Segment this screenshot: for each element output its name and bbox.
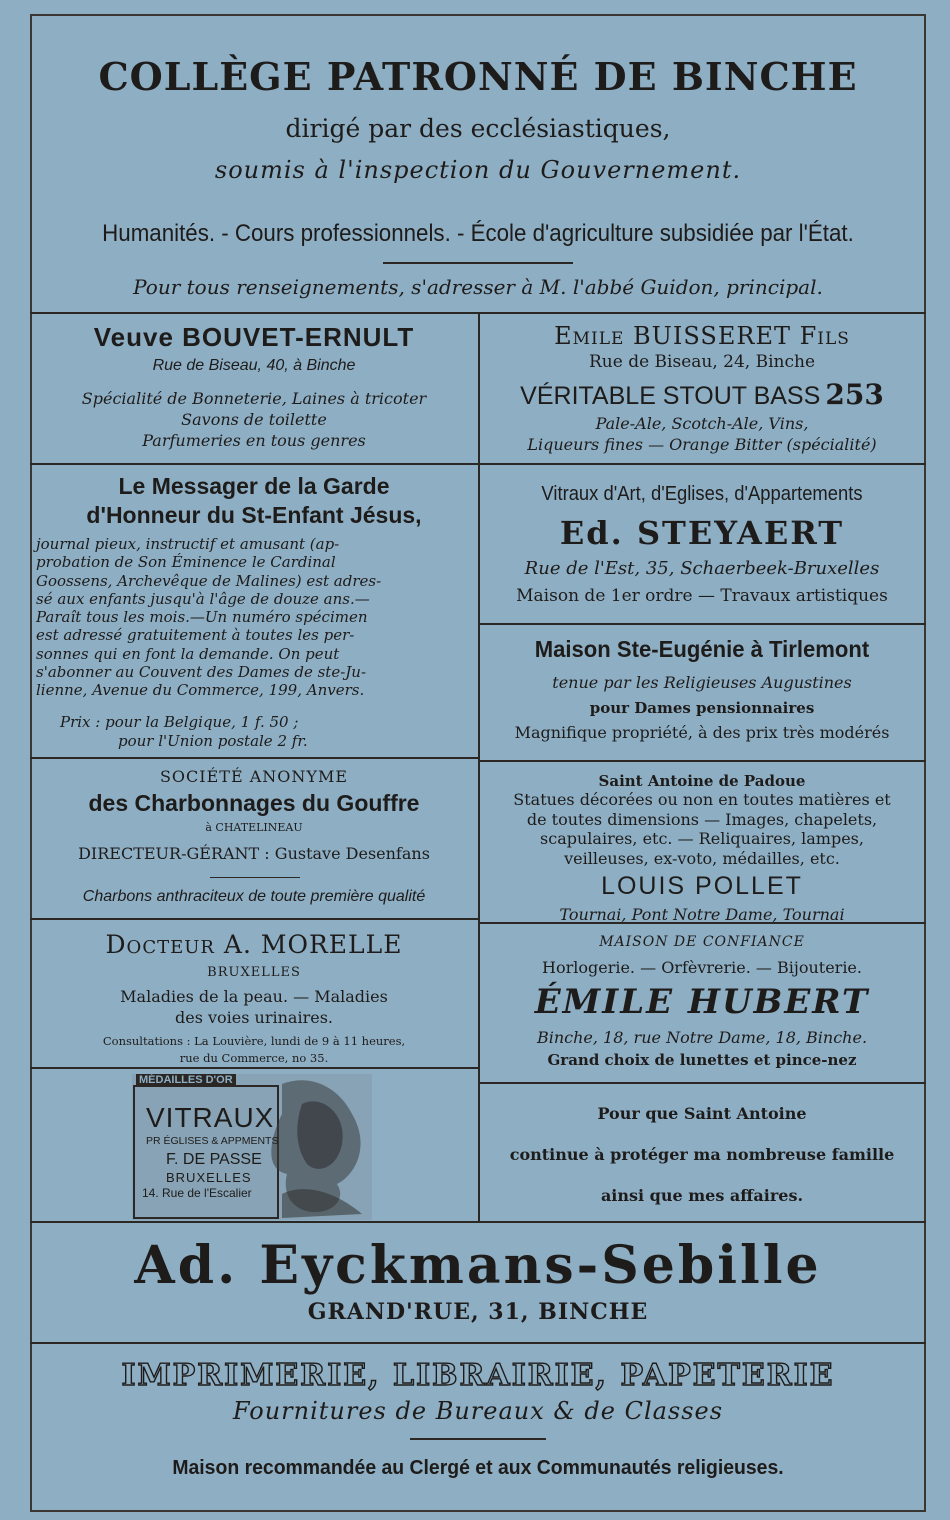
- hubert-name: ÉMILE HUBERT: [534, 982, 870, 1022]
- footer-trades: IMPRIMERIE, LIBRAIRIE, PAPETERIE: [121, 1358, 835, 1393]
- college-title: COLLÈGE PATRONNÉ DE BINCHE: [98, 54, 858, 99]
- divider: [30, 1342, 926, 1344]
- college-inspection: soumis à l'inspection du Gouvernement.: [214, 156, 742, 184]
- morelle-name: Docteur A. MORELLE: [105, 930, 403, 959]
- bouvet-specialty: Spécialité de Bonneterie, Laines à tricoter: [81, 389, 427, 408]
- divider: [478, 463, 926, 465]
- de-passe-churches: PR ÉGLISES & APPMENTS: [146, 1135, 279, 1147]
- messager-line: s'abonner au Couvent des Dames de ste-Ju-: [36, 663, 367, 682]
- de-passe-name: F. DE PASSE: [166, 1151, 262, 1168]
- bouvet-soaps: Savons de toilette: [181, 410, 327, 429]
- pollet-saint: Saint Antoine de Padoue: [598, 772, 806, 790]
- ad-messager: [34, 473, 474, 529]
- messager-line: sé aux enfants jusqu'à l'âge de douze ans.—: [36, 589, 370, 608]
- de-passe-vitraux: VITRAUX: [146, 1102, 275, 1133]
- de-passe-medals: MÉDAILLES D'OR: [136, 1074, 236, 1087]
- messager-price-belgium: Prix : pour la Belgique, 1 f. 50 ;: [60, 713, 299, 731]
- divider: [30, 463, 478, 465]
- hubert-glasses: Grand choix de lunettes et pince-nez: [547, 1051, 857, 1069]
- messager-line: sonnes qui en font la demande. On peut: [36, 644, 340, 663]
- divider: [30, 757, 478, 759]
- messager-line: est adressé gratuitement à toutes les per-: [36, 626, 355, 645]
- morelle-consultations: Consultations : La Louvière, lundi de 9 à 11 heures,: [102, 1034, 406, 1048]
- pollet-line: scapulaires, etc. — Reliquaires, lampes,: [540, 829, 864, 848]
- steyaert-services: Vitraux d'Art, d'Eglises, d'Appartements: [541, 483, 863, 505]
- eugenie-boarders: pour Dames pensionnaires: [589, 699, 815, 717]
- divider: [478, 1082, 926, 1084]
- pollet-address: Tournai, Pont Notre Dame, Tournai: [559, 905, 845, 924]
- messager-line: probation de Son Éminence le Cardinal: [36, 553, 336, 572]
- divider: [30, 918, 478, 920]
- divider: [30, 1067, 478, 1069]
- ad-hubert: [480, 934, 924, 1069]
- antoine-line-3: ainsi que mes affaires.: [600, 1186, 804, 1205]
- buisseret-liqueurs: Liqueurs fines — Orange Bitter (spécialité): [527, 435, 877, 454]
- divider: [210, 877, 300, 878]
- antoine-line-2: continue à protéger ma nombreuse famille: [509, 1145, 895, 1164]
- divider: [478, 623, 926, 625]
- ad-charbonnages: [32, 767, 476, 863]
- footer-supplies: Fournitures de Bureaux & de Classes: [232, 1397, 724, 1425]
- hubert-confidence: MAISON DE CONFIANCE: [599, 934, 805, 950]
- pollet-line: Statues décorées ou non en toutes matières et: [513, 790, 891, 809]
- college-direction: dirigé par des ecclésiastiques,: [285, 114, 671, 143]
- divider: [478, 760, 926, 762]
- buisseret-product: VÉRITABLE STOUT BASS: [520, 382, 821, 410]
- ad-morelle: [32, 930, 476, 1065]
- buisseret-address: Rue de Biseau, 24, Binche: [588, 352, 815, 372]
- messager-line: Paraît tous les mois.—Un numéro spécimen: [36, 608, 368, 627]
- buisseret-name: Emile BUISSERET Fils: [554, 322, 850, 350]
- messager-title-2: d'Honneur du St-Enfant Jésus,: [86, 502, 422, 528]
- pollet-line: veilleuses, ex-voto, médailles, etc.: [564, 848, 840, 868]
- morelle-city: BRUXELLES: [207, 965, 301, 980]
- bouvet-address: Rue de Biseau, 40, à Binche: [152, 357, 356, 374]
- morelle-street: rue du Commerce, no 35.: [179, 1051, 329, 1065]
- college-programs: Humanités. - Cours professionnels. - École d'agriculture subsidiée par l'État.: [102, 220, 854, 247]
- charbonnages-place: à CHATELINEAU: [205, 821, 303, 834]
- de-passe-street: 14. Rue de l'Escalier: [142, 1186, 252, 1200]
- college-info: Pour tous renseignements, s'adresser à M. l'abbé Guidon, principal.: [133, 275, 823, 299]
- antoine-line-1: Pour que Saint Antoine: [597, 1104, 807, 1123]
- steyaert-address: Rue de l'Est, 35, Schaerbeek-Bruxelles: [524, 558, 880, 579]
- pollet-name: LOUIS POLLET: [601, 872, 803, 900]
- charbonnages-director: DIRECTEUR-GÉRANT : Gustave Desenfans: [78, 844, 430, 863]
- eugenie-property: Magnifique propriété, à des prix très modérés: [514, 723, 890, 742]
- steyaert-tagline: Maison de 1er ordre — Travaux artistiques: [516, 586, 888, 606]
- messager-title-1: Le Messager de la Garde: [118, 473, 390, 499]
- messager-line: journal pieux, instructif et amusant (ap-: [36, 535, 340, 553]
- footer-name: Ad. Eyckmans-Sebille: [134, 1235, 822, 1296]
- divider: [30, 1221, 926, 1223]
- charbonnages-type: SOCIÉTÉ ANONYME: [159, 767, 349, 786]
- messager-body: [36, 535, 476, 700]
- messager-line: lienne, Avenue du Commerce, 199, Anvers.: [36, 681, 365, 700]
- messager-price-union: pour l'Union postale 2 fr.: [118, 732, 308, 750]
- steyaert-name: Ed. STEYAERT: [559, 514, 845, 552]
- ad-steyaert: [480, 483, 924, 606]
- eugenie-order: tenue par les Religieuses Augustines: [552, 673, 852, 692]
- bouvet-perfumes: Parfumeries en tous genres: [142, 431, 366, 450]
- messager-line: Goossens, Archevêque de Malines) est adres-: [36, 571, 382, 590]
- pollet-line: de toutes dimensions — Images, chapelets,: [526, 809, 878, 829]
- hubert-trades: Horlogerie. — Orfèvrerie. — Bijouterie.: [542, 958, 862, 977]
- footer-recommendation: Maison recommandée au Clergé et aux Communautés religieuses.: [172, 1457, 784, 1479]
- divider: [410, 1438, 546, 1440]
- eugenie-name: Maison Ste-Eugénie à Tirlemont: [534, 636, 870, 662]
- ad-buisseret: [480, 322, 924, 454]
- ad-saint-antoine: [480, 1104, 924, 1205]
- hubert-address: Binche, 18, rue Notre Dame, 18, Binche.: [536, 1028, 868, 1047]
- de-passe-logo: [132, 1074, 372, 1220]
- divider: [383, 262, 573, 264]
- ad-pollet: [480, 772, 924, 924]
- morelle-specialty-1: Maladies de la peau. — Maladies: [120, 987, 388, 1006]
- buisseret-ales: Pale-Ale, Scotch-Ale, Vins,: [595, 414, 809, 433]
- charbonnages-tagline: Charbons anthraciteux de toute première qualité: [82, 888, 426, 905]
- ad-bouvet: [32, 322, 476, 450]
- charbonnages-name: des Charbonnages du Gouffre: [88, 790, 420, 816]
- footer-address: GRAND'RUE, 31, BINCHE: [307, 1299, 649, 1325]
- bouvet-name: Veuve BOUVET-ERNULT: [93, 322, 415, 352]
- ad-eugenie: [480, 636, 924, 742]
- buisseret-number: 253: [825, 378, 884, 411]
- de-passe-city: BRUXELLES: [166, 1170, 252, 1185]
- morelle-specialty-2: des voies urinaires.: [174, 1008, 333, 1027]
